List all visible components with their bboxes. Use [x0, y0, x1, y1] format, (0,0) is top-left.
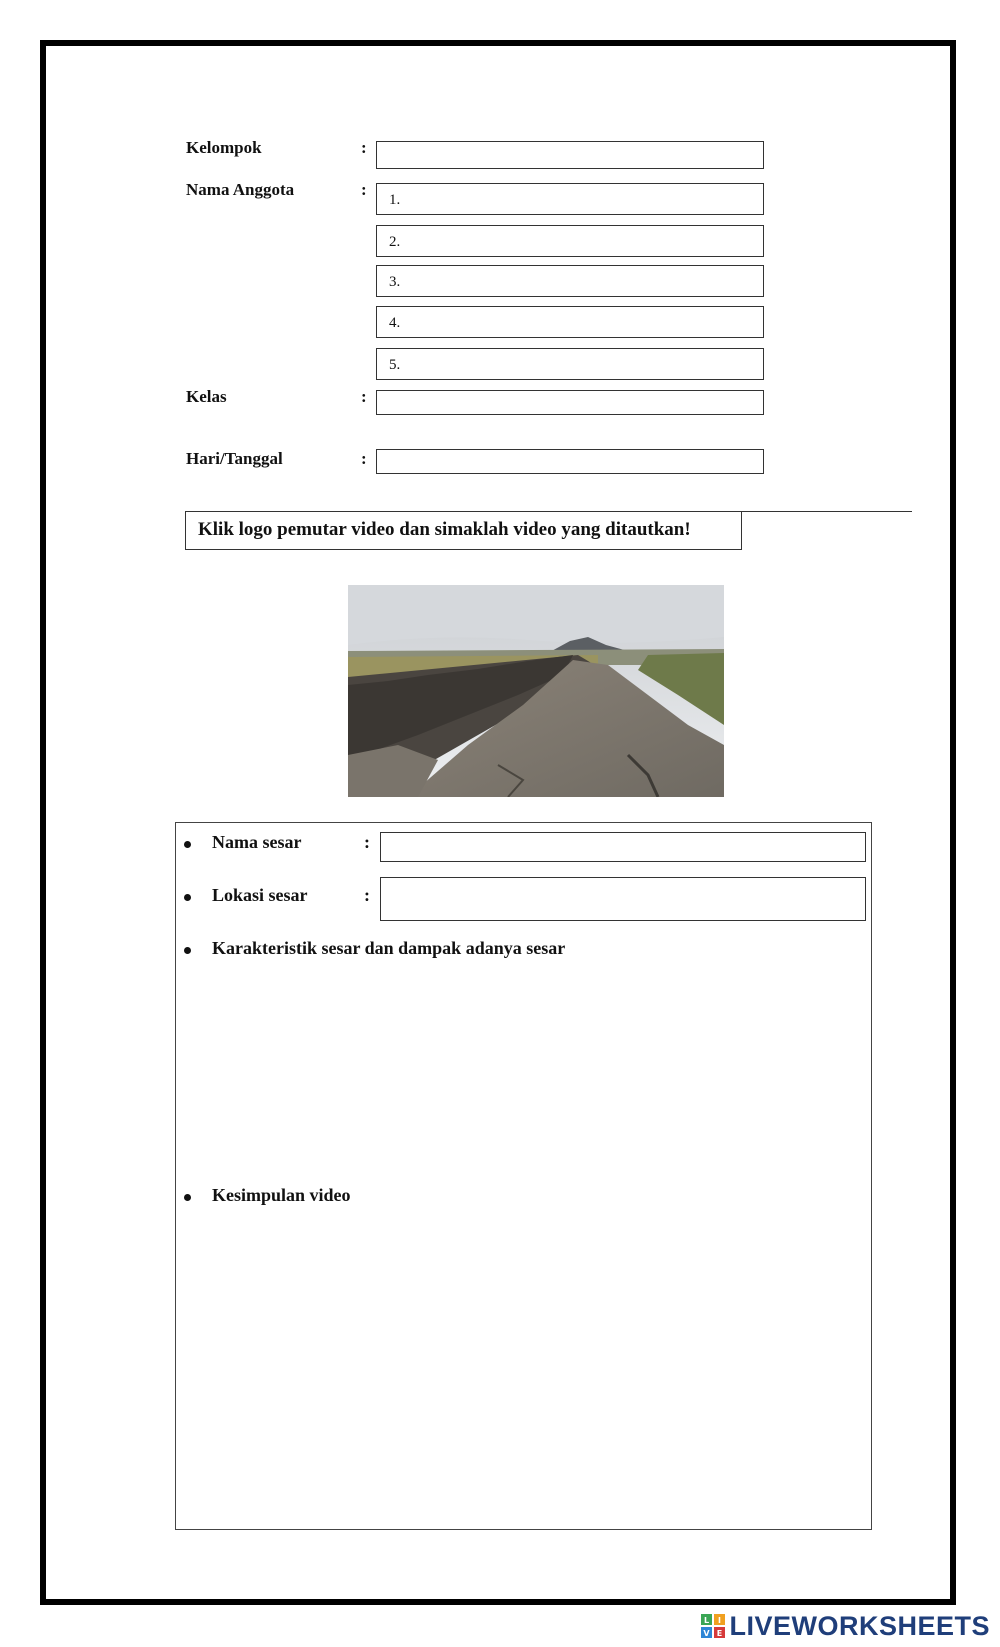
karakteristik-answer-area[interactable]: [212, 968, 862, 1178]
kesimpulan-label: Kesimpulan video: [212, 1185, 351, 1205]
kelas-colon: :: [361, 387, 367, 406]
member-input-5[interactable]: [376, 348, 764, 380]
liveworksheets-footer: [700, 1611, 990, 1641]
kelas-label: Kelas: [186, 387, 227, 406]
member-input-1[interactable]: [376, 183, 764, 215]
member-number: 4.: [389, 315, 401, 332]
bullet-icon: [184, 841, 191, 848]
member-number: 5.: [389, 357, 401, 374]
member-input-3[interactable]: [376, 265, 764, 297]
nama-anggota-colon: :: [361, 180, 367, 199]
hari-tanggal-input[interactable]: [376, 449, 764, 474]
video-thumbnail[interactable]: [348, 585, 724, 797]
bullet-icon: [184, 947, 191, 954]
kelompok-label: Kelompok: [186, 138, 262, 157]
member-number: 1.: [389, 192, 401, 209]
kelas-input[interactable]: [376, 390, 764, 415]
member-number: 2.: [389, 234, 401, 251]
nama-anggota-label: Nama Anggota: [186, 180, 295, 199]
lokasi-sesar-colon: :: [364, 885, 370, 905]
lokasi-sesar-input[interactable]: [380, 877, 866, 921]
nama-sesar-colon: :: [364, 832, 370, 852]
member-number: 3.: [389, 274, 401, 291]
kesimpulan-answer-area[interactable]: [212, 1215, 862, 1515]
logo-letter: L: [704, 1616, 710, 1625]
nama-sesar-label: Nama sesar: [212, 832, 302, 852]
brand-name: LIVEWORKSHEETS: [729, 1610, 990, 1641]
member-input-2[interactable]: [376, 225, 764, 257]
karakteristik-label: Karakteristik sesar dan dampak adanya sesar: [212, 938, 566, 958]
kelompok-colon: :: [361, 138, 367, 157]
logo-letter: E: [717, 1629, 723, 1638]
liveworksheets-logo-icon: [700, 1613, 726, 1639]
lokasi-sesar-label: Lokasi sesar: [212, 885, 308, 905]
fault-landscape-image: [348, 585, 724, 797]
hari-tanggal-colon: :: [361, 449, 367, 468]
bullet-icon: [184, 1194, 191, 1201]
bullet-icon: [184, 894, 191, 901]
instruction-box: Klik logo pemutar video dan simaklah video yang ditautkan!: [185, 511, 742, 550]
questions-panel: [175, 822, 872, 1530]
logo-letter: I: [718, 1616, 722, 1625]
kelompok-input[interactable]: [376, 141, 764, 169]
logo-letter: V: [703, 1629, 711, 1638]
member-input-4[interactable]: [376, 306, 764, 338]
nama-sesar-input[interactable]: [380, 832, 866, 862]
hari-tanggal-label: Hari/Tanggal: [186, 449, 283, 468]
